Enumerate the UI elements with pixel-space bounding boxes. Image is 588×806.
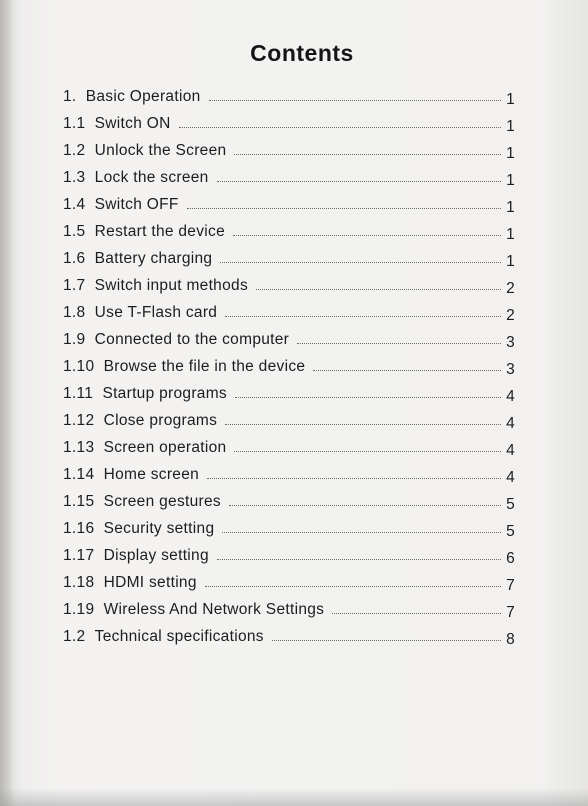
toc-entry (63, 538, 515, 565)
toc-entry-number: 1.4 (63, 196, 95, 213)
toc-entry-label: Use T-Flash card (94, 304, 218, 321)
toc-entry-label: HDMI setting (103, 574, 197, 591)
toc-entry-label: Home screen (103, 466, 200, 483)
toc-dot-leader (235, 396, 501, 398)
toc-dot-leader (222, 531, 501, 533)
toc-entry (63, 133, 515, 160)
toc-dot-leader (207, 477, 501, 479)
toc-entry-number: 1.19 (63, 601, 104, 618)
toc-entry-number: 1.2 (63, 628, 95, 645)
toc-entry-page: 5 (506, 496, 515, 513)
toc-entry-page: 1 (506, 199, 515, 216)
toc-entry (63, 457, 515, 484)
toc-entry-number: 1.7 (63, 277, 95, 294)
toc-entry (63, 403, 515, 430)
toc-entry-page: 8 (506, 631, 515, 648)
toc-entry (63, 160, 515, 187)
toc-dot-leader (234, 153, 501, 155)
toc-entry-page: 2 (506, 307, 515, 324)
toc-entry (63, 349, 515, 376)
toc-entry-page: 1 (506, 145, 515, 162)
toc-entry-number: 1.12 (63, 412, 104, 429)
toc-entry-page: 6 (506, 550, 515, 567)
toc-entry-number: 1.18 (63, 574, 104, 591)
toc-entry-label: Connected to the computer (94, 331, 290, 348)
toc-entry-number: 1.3 (63, 169, 95, 186)
toc-dot-leader (313, 369, 501, 371)
toc-dot-leader (187, 207, 501, 209)
toc-entry-label: Restart the device (94, 223, 225, 240)
toc-entry-label: Switch ON (94, 115, 171, 132)
toc-entry-number: 1.5 (63, 223, 95, 240)
toc-entry-number: 1.11 (63, 385, 103, 402)
toc-dot-leader (332, 612, 501, 614)
toc-entry-label: Switch input methods (94, 277, 248, 294)
toc-entry-page: 4 (506, 469, 515, 486)
toc-entry-label: Screen gestures (103, 493, 221, 510)
toc-entry-page: 1 (506, 118, 515, 135)
toc-dot-leader (272, 639, 501, 641)
toc-entry (63, 295, 515, 322)
toc-entry (63, 376, 515, 403)
toc-entry (63, 106, 515, 133)
toc-dot-leader (225, 315, 501, 317)
toc-entry-number: 1.16 (63, 520, 104, 537)
page-spine-shadow (0, 0, 14, 806)
toc-entry-number: 1. (63, 88, 86, 105)
toc-dot-leader (209, 99, 501, 101)
toc-entry-label: Display setting (103, 547, 209, 564)
toc-dot-leader (220, 261, 501, 263)
toc-entry-page: 1 (506, 226, 515, 243)
toc-dot-leader (234, 450, 501, 452)
toc-entry-page: 1 (506, 172, 515, 189)
toc-entry-page: 5 (506, 523, 515, 540)
toc-dot-leader (229, 504, 501, 506)
toc-entry-number: 1.13 (63, 439, 104, 456)
toc-dot-leader (297, 342, 501, 344)
toc-entry (63, 484, 515, 511)
toc-entry (63, 268, 515, 295)
table-of-contents (63, 79, 515, 646)
toc-entry-label: Switch OFF (94, 196, 179, 213)
page-bottom-shadow (0, 788, 588, 806)
page-title: Contents (250, 40, 354, 66)
toc-entry-page: 1 (506, 253, 515, 270)
toc-entry (63, 430, 515, 457)
toc-entry-label: Unlock the Screen (94, 142, 227, 159)
toc-entry (63, 241, 515, 268)
toc-dot-leader (256, 288, 501, 290)
toc-dot-leader (217, 180, 501, 182)
toc-entry-label: Wireless And Network Settings (103, 601, 325, 618)
toc-entry-label: Basic Operation (85, 88, 201, 105)
toc-entry-label: Browse the file in the device (103, 358, 306, 375)
toc-entry-number: 1.9 (63, 331, 95, 348)
toc-entry-label: Screen operation (103, 439, 227, 456)
toc-dot-leader (205, 585, 501, 587)
toc-entry-number: 1.8 (63, 304, 95, 321)
toc-entry-page: 1 (506, 91, 515, 108)
toc-dot-leader (225, 423, 501, 425)
toc-entry (63, 79, 515, 106)
toc-entry-label: Startup programs (102, 385, 227, 402)
toc-entry-label: Lock the screen (94, 169, 209, 186)
toc-entry-page: 4 (506, 442, 515, 459)
toc-entry (63, 565, 515, 592)
toc-entry-label: Technical specifications (94, 628, 264, 645)
toc-entry (63, 187, 515, 214)
toc-entry (63, 322, 515, 349)
toc-entry-page: 7 (506, 577, 515, 594)
toc-entry-page: 2 (506, 280, 515, 297)
toc-entry-label: Battery charging (94, 250, 213, 267)
toc-entry-number: 1.15 (63, 493, 104, 510)
toc-entry-page: 7 (506, 604, 515, 621)
toc-entry-label: Security setting (103, 520, 215, 537)
toc-entry-page: 4 (506, 415, 515, 432)
toc-entry-number: 1.17 (63, 547, 104, 564)
toc-entry (63, 214, 515, 241)
toc-dot-leader (217, 558, 501, 560)
toc-entry (63, 511, 515, 538)
toc-entry-number: 1.1 (63, 115, 95, 132)
toc-entry (63, 619, 515, 646)
toc-entry-number: 1.10 (63, 358, 104, 375)
toc-entry-number: 1.14 (63, 466, 104, 483)
toc-entry (63, 592, 515, 619)
toc-entry-page: 4 (506, 388, 515, 405)
toc-dot-leader (179, 126, 501, 128)
toc-entry-page: 3 (506, 334, 515, 351)
toc-dot-leader (233, 234, 501, 236)
toc-entry-number: 1.6 (63, 250, 95, 267)
toc-entry-page: 3 (506, 361, 515, 378)
toc-entry-number: 1.2 (63, 142, 95, 159)
toc-entry-label: Close programs (103, 412, 218, 429)
